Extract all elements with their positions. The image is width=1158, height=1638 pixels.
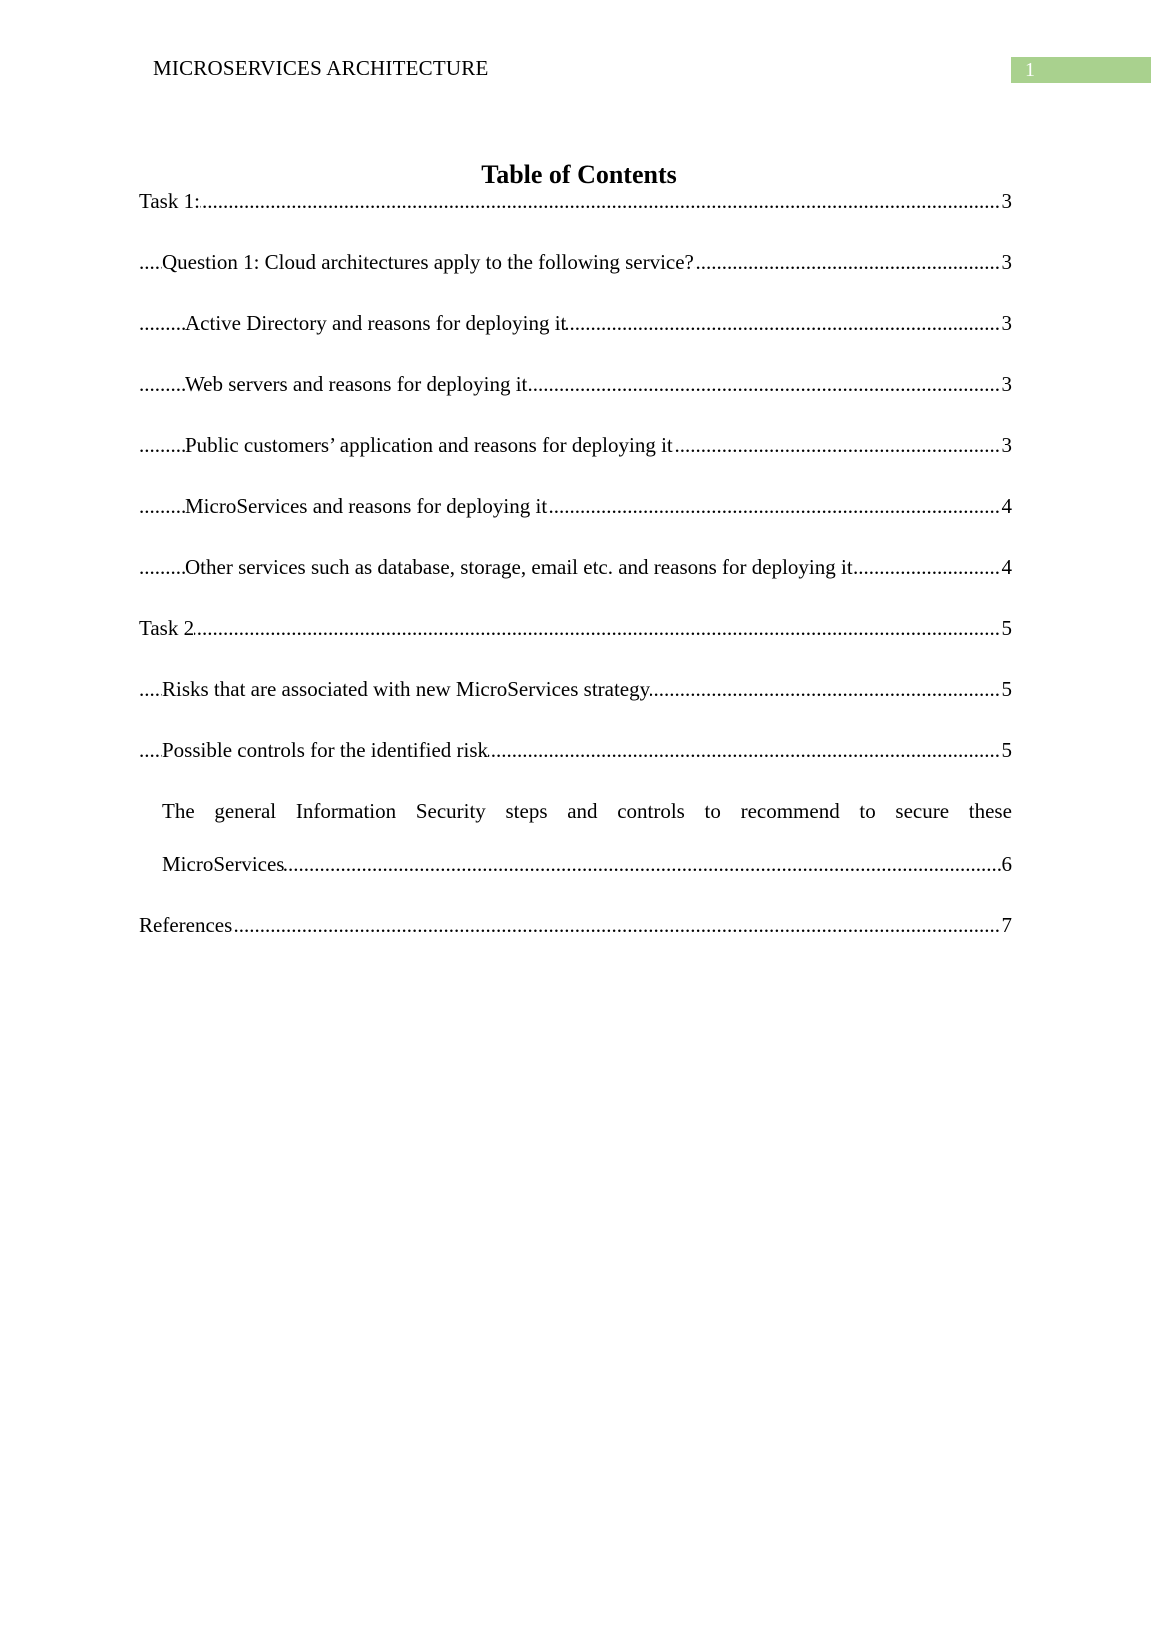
toc-entry-label: Possible controls for the identified risk	[162, 738, 489, 762]
toc-entry-page: 3	[1001, 250, 1012, 274]
toc-entry-public-customers-application[interactable]	[139, 432, 1012, 458]
toc-entry-page: 4	[1001, 555, 1012, 579]
toc-entry-question-1[interactable]	[139, 249, 1012, 275]
toc-entry-label: Web servers and reasons for deploying it	[185, 372, 528, 396]
toc-entry-page: 6	[1001, 852, 1012, 876]
toc-entry-label: MicroServices	[162, 852, 285, 876]
toc-entry-label: Active Directory and reasons for deploying it	[185, 311, 567, 335]
toc-entry-label: Other services such as database, storage, email etc. and reasons for deploying it	[185, 555, 853, 579]
page-number-badge: 1	[1011, 57, 1151, 83]
toc-entry-label: MicroServices and reasons for deploying it	[185, 494, 548, 518]
toc-entry-page: 5	[1001, 677, 1012, 701]
toc-entry-label-line1: The general Information Security steps and controls to recommend to secure these	[162, 799, 1012, 823]
toc-entry-possible-controls[interactable]	[139, 737, 1012, 763]
toc-entry-other-services[interactable]	[139, 554, 1012, 580]
toc-entry-label: Task 2	[139, 616, 195, 640]
toc-entry-references[interactable]	[139, 912, 1012, 938]
table-of-contents	[139, 188, 1012, 938]
toc-title: Table of Contents	[481, 160, 677, 189]
toc-entry-label: References	[139, 913, 233, 937]
toc-entry-active-directory[interactable]	[139, 310, 1012, 336]
toc-entry-page: 3	[1001, 311, 1012, 335]
running-header: MICROSERVICES ARCHITECTURE	[153, 56, 489, 80]
toc-entry-risks[interactable]	[139, 676, 1012, 702]
toc-entry-label: Task 1:	[139, 189, 200, 213]
toc-entry-page: 7	[1001, 913, 1012, 937]
toc-entry-label-line2	[162, 851, 1012, 877]
toc-entry-task-1[interactable]	[139, 188, 1012, 214]
toc-entry-security-steps[interactable]	[139, 798, 1012, 877]
toc-entry-page: 3	[1001, 372, 1012, 396]
toc-entry-page: 3	[1001, 189, 1012, 213]
toc-entry-page: 3	[1001, 433, 1012, 457]
toc-entry-label: Public customers’ application and reasons for deploying it	[185, 433, 673, 457]
toc-entry-page: 4	[1001, 494, 1012, 518]
toc-entry-microservices[interactable]	[139, 493, 1012, 519]
toc-entry-label: Risks that are associated with new MicroServices strategy	[162, 677, 651, 701]
toc-entry-page: 5	[1001, 738, 1012, 762]
toc-entry-page: 5	[1001, 616, 1012, 640]
toc-entry-label: Question 1: Cloud architectures apply to the following service?	[162, 250, 694, 274]
toc-entry-web-servers[interactable]	[139, 371, 1012, 397]
toc-entry-task-2[interactable]	[139, 615, 1012, 641]
